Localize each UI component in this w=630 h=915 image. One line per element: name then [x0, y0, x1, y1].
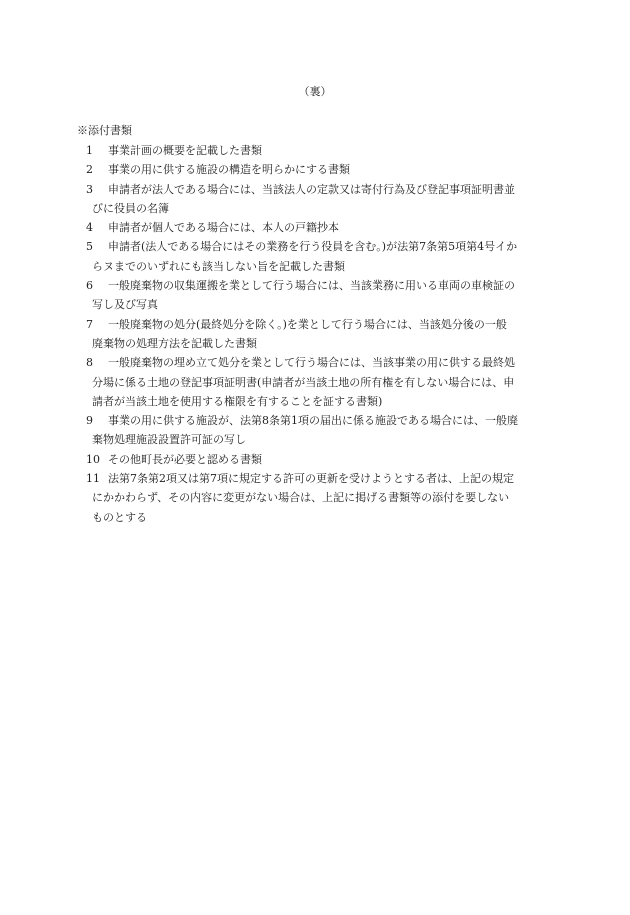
list-item-line-first: [86, 450, 562, 469]
list-item-line-continued: [86, 430, 562, 449]
list-item-number: 10: [86, 452, 100, 466]
list-item: [86, 469, 562, 527]
list-item-line-first: [86, 315, 562, 334]
list-item-text: 事業の用に供する施設が、法第8条第1項の届出に係る施設である場合には、一般廃: [108, 414, 518, 428]
list-item-number: 6: [86, 279, 93, 293]
list-item-number: 1: [86, 144, 93, 157]
list-item-text: 棄物処理施設設置許可証の写し: [92, 433, 246, 447]
list-item: [86, 141, 562, 160]
list-item: [86, 160, 562, 179]
list-item-text: 廃棄物の処理方法を記載した書類: [92, 336, 257, 350]
list-item-number: 3: [86, 182, 93, 196]
list-item: [86, 180, 562, 219]
list-item: [86, 218, 562, 237]
list-item-line-continued: [86, 334, 562, 353]
list-item-line-first: [86, 469, 562, 488]
list-item-text: にかかわらず、その内容に変更がない場合は、上記に掲げる書類等の添付を要しない: [92, 491, 510, 505]
list-item-number: 2: [86, 163, 93, 177]
list-item-line-continued: [86, 295, 562, 314]
list-item-line-first: [86, 141, 562, 160]
list-item: [86, 237, 562, 276]
list-item: [86, 315, 562, 354]
list-item-text: 写し及び写真: [92, 298, 158, 312]
list-item-line-first: [86, 411, 562, 430]
list-item-text: 申請者が法人である場合には、当該法人の定款又は寄付行為及び登記事項証明書並: [108, 182, 515, 196]
section-title: ※添付書類: [77, 124, 132, 137]
list-item-text: 事業の用に供する施設の構造を明らかにする書類: [108, 163, 350, 177]
list-item: [86, 276, 562, 315]
list-item-text: びに役員の名簿: [92, 201, 169, 215]
list-item-line-continued: [86, 373, 562, 392]
page-heading: （裏）: [298, 85, 332, 98]
list-item-number: 8: [86, 356, 93, 370]
list-item-line-first: [86, 160, 562, 179]
list-item-line-first: [86, 276, 562, 295]
list-item-line-continued: [86, 392, 562, 411]
list-item-number: 9: [86, 414, 93, 428]
list-item-number: 7: [86, 317, 93, 331]
list-item-text: 一般廃棄物の収集運搬を業として行う場合には、当該業務に用いる車両の車検証の: [108, 279, 515, 293]
list-item-text: 請者が当該土地を使用する権限を有することを証する書類): [92, 394, 383, 408]
list-item-line-continued: [86, 199, 562, 218]
list-item-line-first: [86, 237, 562, 256]
list-item-text: 申請者(法人である場合にはその業務を行う役員を含む。)が法第7条第5項第4号イか: [108, 240, 518, 254]
list-item-text: 申請者が個人である場合には、本人の戸籍抄本: [108, 221, 339, 235]
list-item-text: ものとする: [92, 510, 147, 524]
attachment-list: [86, 141, 562, 527]
list-item-text: 分場に係る土地の登記事項証明書(申請者が当該土地の所有権を有しない場合には、申: [92, 375, 515, 389]
list-item-text: その他町長が必要と認める書類: [108, 452, 262, 466]
list-item-line-continued: [86, 257, 562, 276]
list-item-text: 一般廃棄物の処分(最終処分を除く。)を業として行う場合には、当該処分後の一般: [108, 317, 507, 331]
list-item-text: らヌまでのいずれにも該当しない旨を記載した書類: [92, 259, 345, 273]
list-item: [86, 450, 562, 469]
list-item-text: 法第7条第2項又は第7項に規定する許可の更新を受けようとする者は、上記の規定: [108, 472, 514, 486]
list-item: [86, 353, 562, 411]
list-item-text: 一般廃棄物の埋め立て処分を業として行う場合には、当該事業の用に供する最終処: [108, 356, 515, 370]
list-item: [86, 411, 562, 450]
list-item-text: 事業計画の概要を記載した書類: [108, 144, 262, 157]
list-item-line-continued: [86, 488, 562, 507]
list-item-line-first: [86, 353, 562, 372]
list-item-line-continued: [86, 508, 562, 527]
list-item-line-first: [86, 180, 562, 199]
list-item-number: 11: [86, 472, 100, 486]
list-item-line-first: [86, 218, 562, 237]
list-item-number: 4: [86, 221, 93, 235]
list-item-number: 5: [86, 240, 93, 254]
